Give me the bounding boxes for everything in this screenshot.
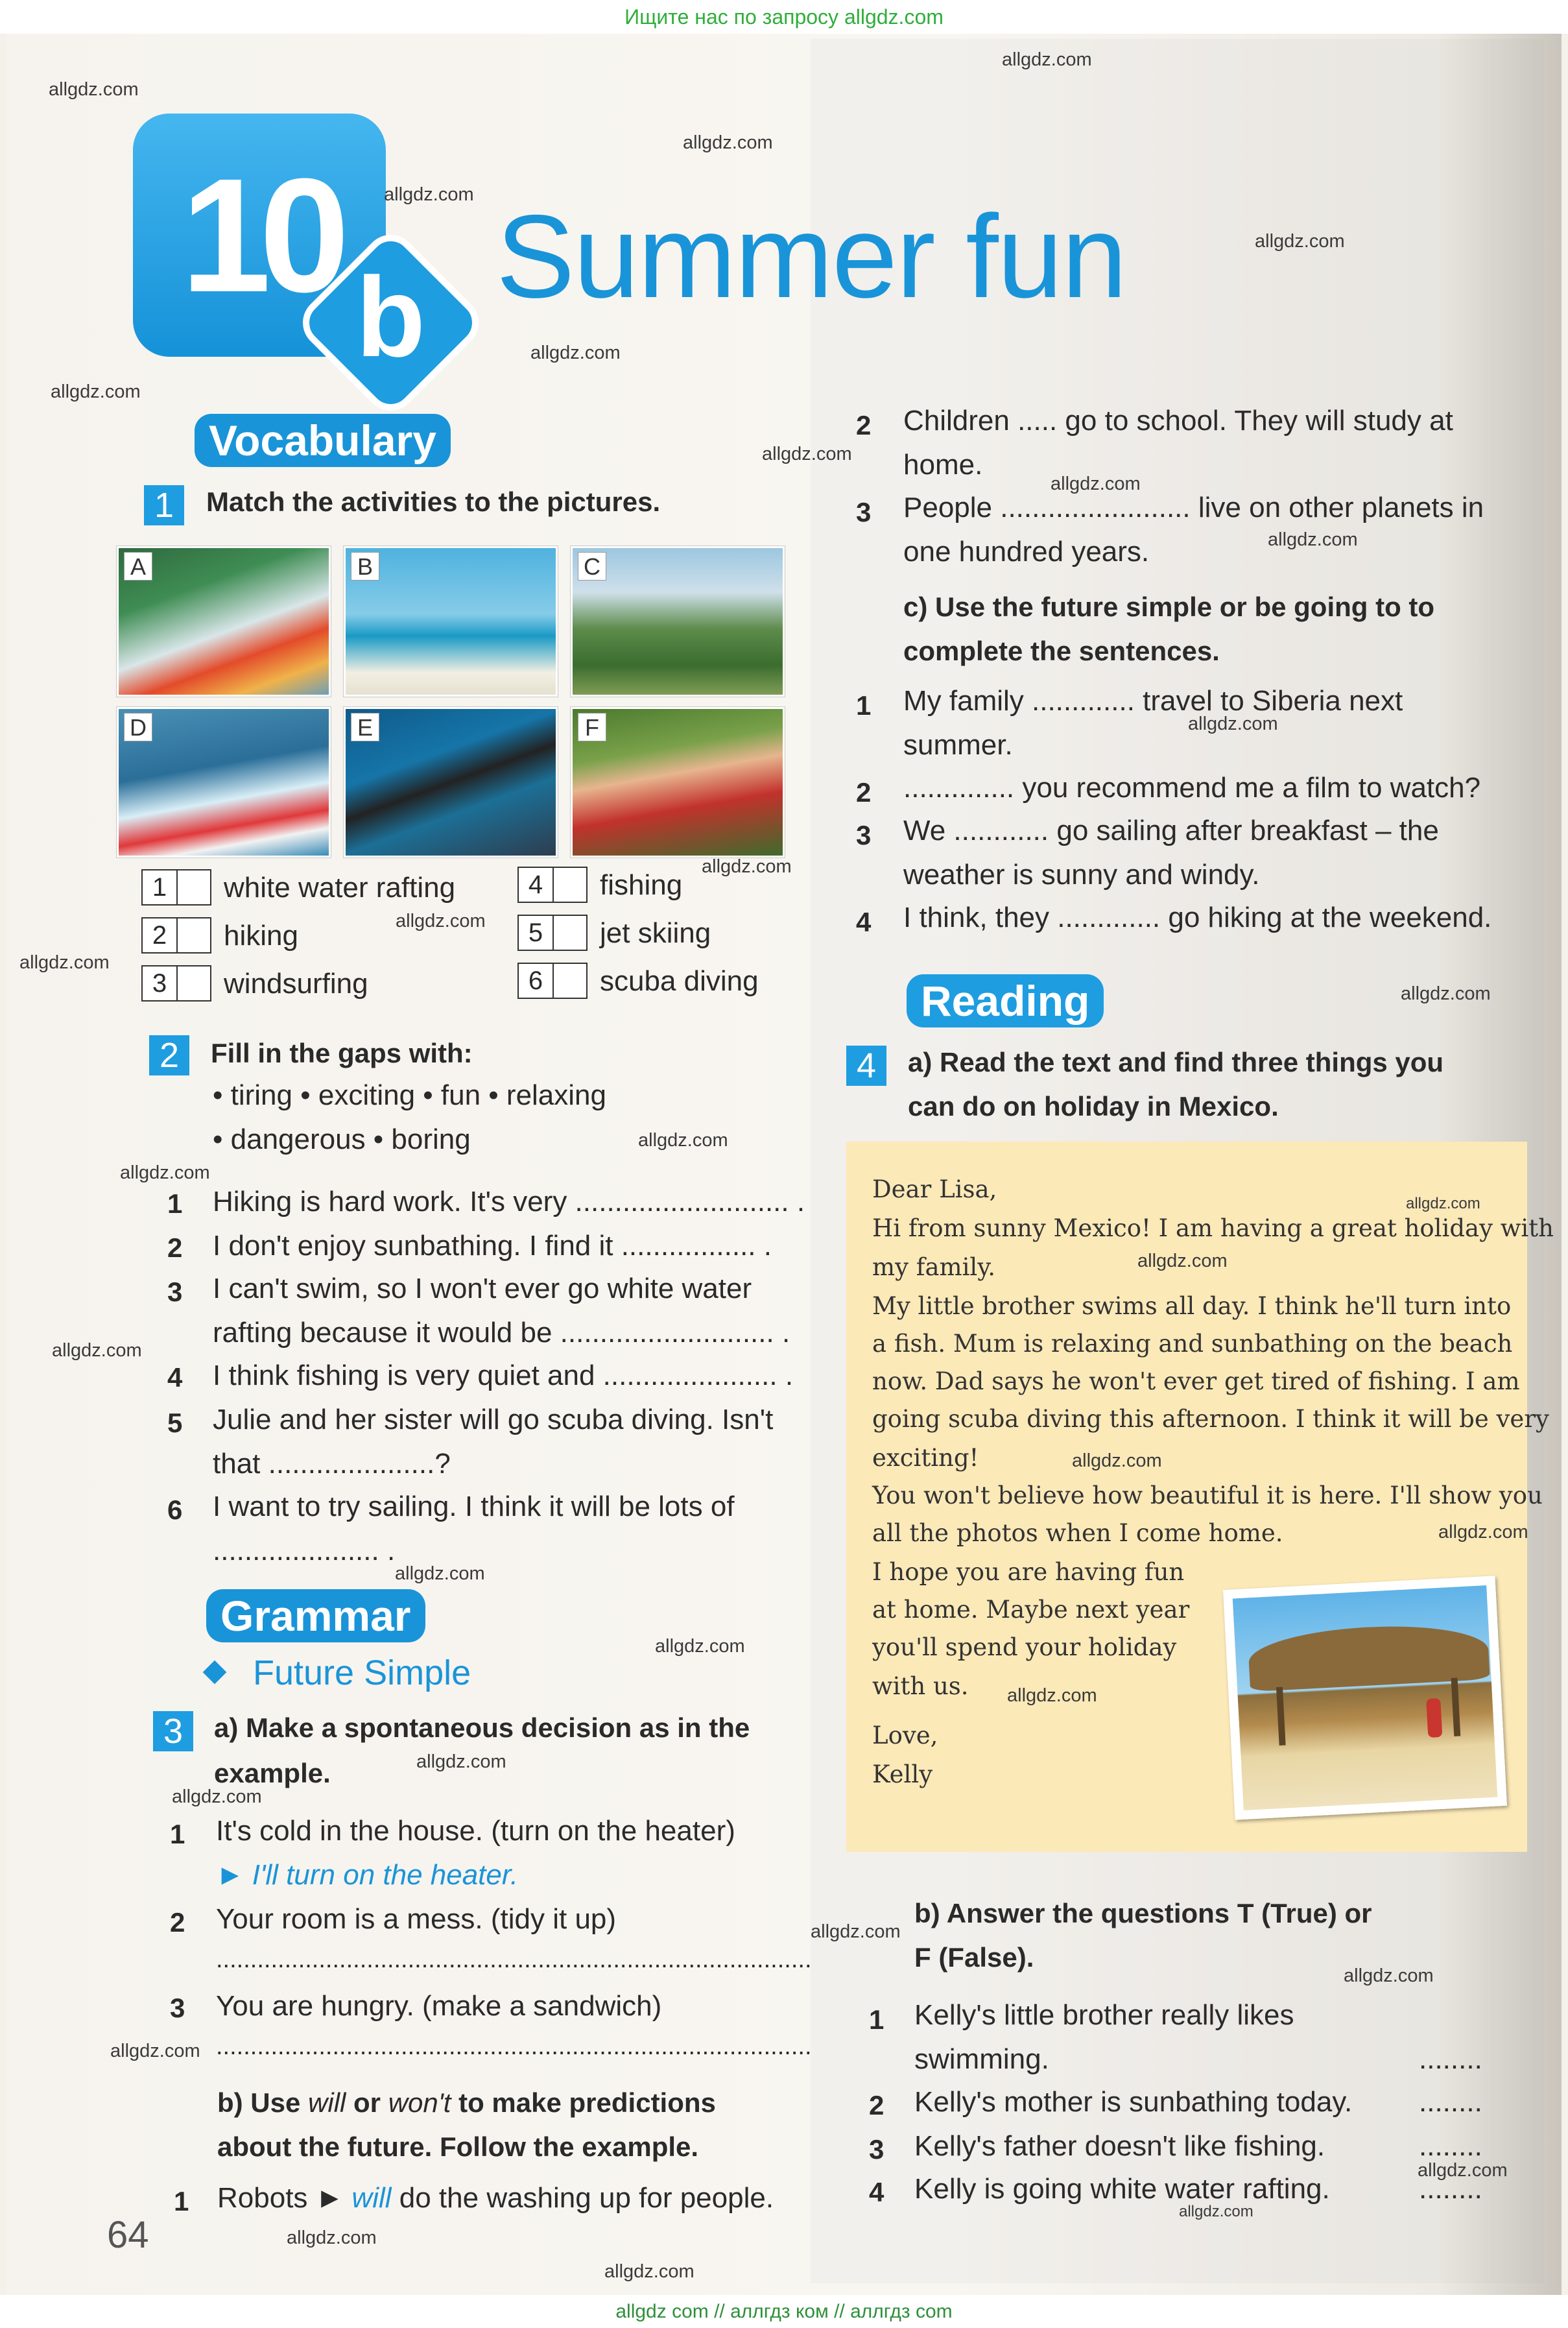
task-3c-instruction: c) Use the future simple or be going to to — [903, 592, 1435, 622]
letter-line: a fish. Mum is relaxing and sunbathing on the beach — [872, 1330, 1513, 1358]
item-number: 5 — [167, 1408, 183, 1438]
prediction-sentence: home. — [903, 449, 983, 481]
watermark: allgdz.com — [395, 1563, 485, 1584]
task-4b-instruction: b) Answer the questions T (True) or — [914, 1898, 1372, 1928]
task-3c-instruction: complete the sentences. — [903, 636, 1220, 666]
letter-line: my family. — [872, 1253, 996, 1281]
gap-sentence: I can't swim, so I won't ever go white water — [213, 1273, 752, 1304]
word-bank-line: • tiring • exciting • fun • relaxing — [213, 1079, 606, 1111]
watermark: allgdz.com — [416, 1751, 506, 1772]
item-number: 3 — [869, 2134, 885, 2165]
photo-label: A — [124, 552, 152, 581]
watermark: allgdz.com — [1418, 2160, 1508, 2181]
activity-label: scuba diving — [600, 965, 759, 997]
completion-sentence: We ............ go sailing after breakfast – the — [903, 815, 1439, 846]
watermark: allgdz.com — [811, 1921, 901, 1942]
prediction-example: Robots ► will do the washing up for people. — [217, 2182, 774, 2214]
word-bank-line: • dangerous • boring — [213, 1123, 471, 1155]
watermark: allgdz.com — [49, 79, 139, 100]
watermark: allgdz.com — [762, 444, 852, 464]
watermark: allgdz.com — [638, 1130, 728, 1151]
true-false-statement: Kelly's mother is sunbathing today. — [914, 2086, 1353, 2118]
activity-label: fishing — [600, 869, 683, 901]
item-number: 4 — [167, 1362, 183, 1393]
hut-pole — [1276, 1687, 1286, 1746]
future-simple-subheading: Future Simple — [253, 1653, 471, 1692]
answer-box[interactable]: 1 — [141, 869, 211, 906]
vocabulary-heading: Vocabulary — [195, 414, 451, 467]
answer-line[interactable]: ....................................................................................... — [216, 2033, 812, 2060]
reading-heading: Reading — [907, 974, 1104, 1027]
letter-line: all the photos when I come home. — [872, 1519, 1283, 1547]
item-number: 3 — [170, 1993, 185, 2023]
answer-box[interactable]: 4 — [517, 867, 588, 903]
photo-label: C — [578, 552, 606, 581]
photo-jet-skiing — [117, 707, 331, 858]
watermark: allgdz.com — [1051, 474, 1141, 494]
task-4a-instruction: can do on holiday in Mexico. — [908, 1091, 1279, 1122]
completion-sentence: summer. — [903, 729, 1013, 761]
watermark: allgdz.com — [1007, 1685, 1097, 1706]
prediction-sentence: Children ..... go to school. They will study at — [903, 405, 1453, 437]
bottom-banner: allgdz com // аллгдз ком // аллгдз com — [0, 2295, 1568, 2328]
gap-sentence: I want to try sailing. I think it will be lots of — [213, 1491, 735, 1522]
completion-sentence: .............. you recommend me a film to watch? — [903, 772, 1481, 804]
completion-sentence: My family ............. travel to Siberia next — [903, 685, 1403, 717]
activity-label: windsurfing — [224, 968, 368, 1000]
watermark: allgdz.com — [51, 381, 141, 402]
watermark: allgdz.com — [1438, 1522, 1528, 1542]
letter-line: exciting! — [872, 1444, 979, 1472]
item-number: 2 — [170, 1907, 185, 1938]
beach-photo — [1223, 1576, 1507, 1819]
task-3b-instruction: b) Use will or won't to make predictions — [217, 2087, 716, 2118]
true-false-statement: Kelly's father doesn't like fishing. — [914, 2130, 1325, 2162]
watermark: allgdz.com — [1255, 231, 1345, 252]
task-1-instruction: Match the activities to the pictures. — [206, 486, 661, 517]
item-number: 2 — [869, 2090, 885, 2120]
activity-label: jet skiing — [600, 917, 711, 949]
item-number: 2 — [167, 1232, 183, 1263]
watermark: allgdz.com — [396, 911, 486, 931]
task-1-number: 1 — [144, 485, 184, 525]
item-number: 3 — [856, 497, 872, 527]
item-number: 3 — [856, 820, 872, 850]
watermark: allgdz.com — [702, 856, 792, 877]
item-number: 6 — [167, 1494, 183, 1525]
prediction-sentence: People ........................ live on other planets in — [903, 492, 1484, 523]
completion-sentence: weather is sunny and windy. — [903, 859, 1260, 891]
unit-number-badge: 10 — [133, 114, 386, 357]
answer-dots[interactable]: ........ — [1419, 2130, 1482, 2162]
item-number: 4 — [856, 907, 872, 937]
watermark: allgdz.com — [1268, 529, 1358, 550]
item-number: 3 — [167, 1277, 183, 1307]
watermark: allgdz.com — [110, 2041, 200, 2061]
watermark: allgdz.com — [1406, 1195, 1480, 1212]
gap-sentence: rafting because it would be ........................... . — [213, 1317, 790, 1349]
page-title: Summer fun — [496, 190, 1126, 322]
photo-label: B — [351, 552, 379, 581]
watermark: allgdz.com — [1137, 1251, 1228, 1271]
item-number: 1 — [170, 1819, 185, 1849]
photo-scuba-diving — [344, 707, 558, 858]
letter-line: My little brother swims all day. I think he'll turn into — [872, 1292, 1512, 1320]
task-2-number: 2 — [149, 1035, 189, 1075]
task-4a-instruction: a) Read the text and find three things you — [908, 1047, 1444, 1077]
watermark: allgdz.com — [384, 184, 474, 205]
watermark: allgdz.com — [120, 1162, 210, 1183]
watermark: allgdz.com — [1401, 983, 1491, 1004]
watermark: allgdz.com — [683, 132, 773, 153]
gap-sentence: I think fishing is very quiet and ...................... . — [213, 1360, 794, 1391]
gap-sentence: Julie and her sister will go scuba diving. Isn't — [213, 1404, 774, 1435]
item-number: 1 — [869, 2004, 885, 2035]
watermark: allgdz.com — [530, 342, 621, 363]
letter-line: with us. — [872, 1672, 969, 1700]
watermark: allgdz.com — [655, 1636, 745, 1657]
photo-windsurfing — [344, 546, 558, 697]
person — [1426, 1698, 1442, 1738]
letter-line: You won't believe how beautiful it is here. I'll show you — [872, 1482, 1543, 1509]
letter-line: Dear Lisa, — [872, 1175, 997, 1203]
letter-line: Hi from sunny Mexico! I am having a great holiday with — [872, 1214, 1554, 1242]
answer-box[interactable]: 6 — [517, 963, 588, 999]
grammar-prompt: You are hungry. (make a sandwich) — [216, 1990, 662, 2022]
letter-line: you'll spend your holiday — [872, 1633, 1177, 1661]
watermark: allgdz.com — [1072, 1450, 1162, 1471]
watermark: allgdz.com — [52, 1340, 142, 1361]
answer-dots[interactable]: ........ — [1419, 2173, 1482, 2205]
item-number: 2 — [856, 410, 872, 440]
grammar-prompt: It's cold in the house. (turn on the heater) — [216, 1815, 735, 1847]
true-false-statement: Kelly is going white water rafting. — [914, 2173, 1330, 2205]
task-4-number: 4 — [846, 1046, 886, 1086]
task-3a-instruction: example. — [214, 1758, 331, 1788]
hut-pole — [1451, 1677, 1461, 1736]
letter-line: now. Dad says he won't ever get tired of fishing. I am — [872, 1367, 1520, 1395]
true-false-statement: Kelly's little brother really likes — [914, 1999, 1294, 2031]
completion-sentence: I think, they ............. go hiking at the weekend. — [903, 902, 1492, 933]
watermark: allgdz.com — [1002, 49, 1092, 70]
watermark: allgdz.com — [172, 1786, 262, 1807]
gap-sentence: Hiking is hard work. It's very ........................... . — [213, 1186, 805, 1218]
grammar-heading: Grammar — [206, 1589, 425, 1642]
item-number: 2 — [856, 777, 872, 808]
letter-line: going scuba diving this afternoon. I think it will be very — [872, 1405, 1549, 1433]
letter-line: at home. Maybe next year — [872, 1596, 1190, 1624]
photo-hiking — [571, 546, 785, 697]
watermark: allgdz.com — [19, 952, 110, 973]
watermark: allgdz.com — [1179, 2203, 1253, 2220]
unit-letter: b — [356, 254, 425, 381]
top-banner: Ищите нас по запросу allgdz.com — [0, 0, 1568, 34]
task-4b-instruction: F (False). — [914, 1942, 1034, 1973]
page-number: 64 — [107, 2214, 149, 2256]
prediction-sentence: one hundred years. — [903, 536, 1150, 568]
photo-label: E — [351, 713, 379, 741]
watermark: allgdz.com — [287, 2227, 377, 2248]
photo-label: D — [124, 713, 152, 741]
item-number: 4 — [869, 2177, 885, 2207]
true-false-statement: swimming. — [914, 2043, 1049, 2075]
example-answer: ► I'll turn on the heater. — [216, 1859, 519, 1891]
photo-rafting — [117, 546, 331, 697]
answer-box[interactable]: 3 — [141, 965, 211, 1002]
watermark: allgdz.com — [1344, 1965, 1434, 1986]
answer-box[interactable]: 2 — [141, 917, 211, 954]
item-number: 1 — [856, 690, 872, 721]
task-3-number: 3 — [153, 1711, 193, 1751]
answer-dots[interactable]: ........ — [1419, 2086, 1482, 2118]
letter-line: Kelly — [872, 1760, 933, 1788]
task-2-instruction: Fill in the gaps with: — [211, 1038, 473, 1068]
gap-sentence: that .....................? — [213, 1448, 451, 1480]
task-3a-instruction: a) Make a spontaneous decision as in the — [214, 1712, 750, 1743]
gap-sentence: I don't enjoy sunbathing. I find it ................. . — [213, 1230, 772, 1262]
activity-label: white water rafting — [224, 872, 456, 904]
letter-line: Love, — [872, 1722, 938, 1749]
grammar-prompt: Your room is a mess. (tidy it up) — [216, 1903, 617, 1935]
answer-dots[interactable]: ........ — [1419, 2043, 1482, 2075]
activity-label: hiking — [224, 920, 298, 952]
gap-sentence: ..................... . — [213, 1535, 396, 1566]
letter-line: I hope you are having fun — [872, 1558, 1185, 1586]
photo-label: F — [578, 713, 606, 741]
watermark: allgdz.com — [604, 2261, 695, 2282]
item-number: 1 — [167, 1188, 183, 1219]
task-3b-instruction: about the future. Follow the example. — [217, 2131, 699, 2162]
answer-box[interactable]: 5 — [517, 915, 588, 951]
photo-fishing — [571, 707, 785, 858]
answer-line[interactable]: ....................................................................................... — [216, 1946, 812, 1973]
watermark: allgdz.com — [1188, 714, 1278, 734]
item-number: 1 — [174, 2186, 189, 2216]
